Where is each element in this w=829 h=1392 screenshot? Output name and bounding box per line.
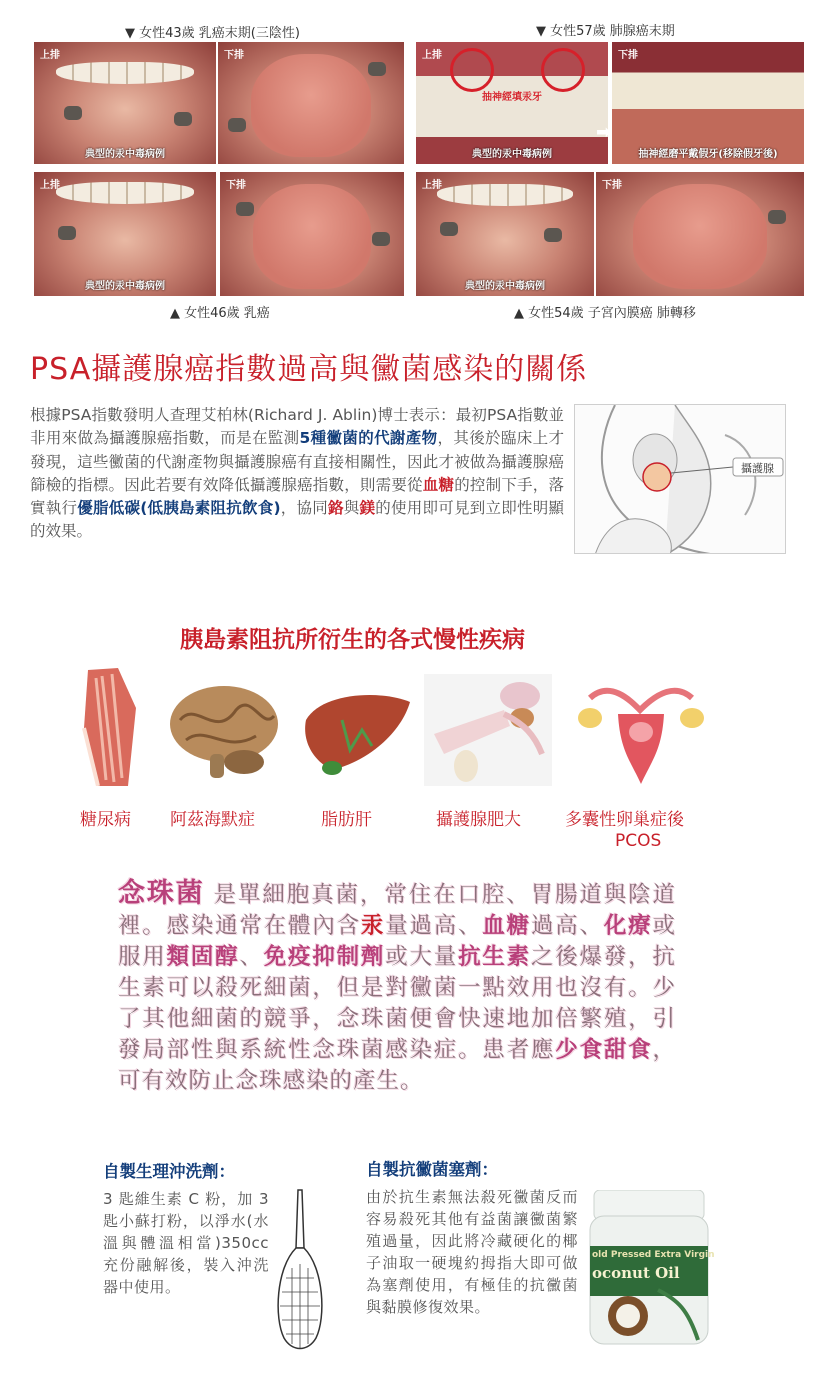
candida-paragraph [118,878,676,1097]
psa-highlight-diet: 優脂低碳(低胰島素阻抗飲食) [77,499,281,518]
candida-text: 或服用 [118,913,676,970]
photo-43-upper [34,42,216,164]
diagram-label: 攝護腺 [741,462,774,475]
candida-text: 或大量 [385,944,459,970]
photo-label: 典型的汞中毒病例 [472,149,552,160]
arrow-right-icon: ➡ [596,122,612,143]
photo-43-lower [218,42,404,164]
caption-bottom-left: ▲ 女性46歲 乳癌 [170,306,270,321]
photo-57-upper [416,42,608,164]
muscle-icon [78,668,142,786]
tag-upper: 上排 [422,180,442,191]
tag-upper: 上排 [40,50,60,61]
photo-label: 典型的汞中毒病例 [85,281,165,292]
psa-text: 的控制下手，落實執行 [30,475,564,518]
liver-icon [302,690,412,780]
psa-highlight-chromium: 鉻 [328,499,344,518]
brain-icon [166,680,284,780]
douche-bulb-icon [274,1188,326,1352]
jar-text-1: old Pressed Extra Virgin [592,1250,715,1260]
candida-text: 量過高、 [385,913,483,939]
douche-body: 3 匙維生素 C 粉，加 3 匙小蘇打粉，以淨水(水溫與體溫相當)350cc 充份融解後，裝入沖洗器中使用。 [103,1190,269,1296]
photo-label: 抽神經磨平戴假牙(移除假牙後) [638,149,778,160]
candida-text: 之後爆發，抗生素可以殺死細菌，但是對黴菌一點效用也沒有。少了其他細菌的競爭，念珠菌便會快速地加倍繁殖，引發局部性與系統性念珠菌感染症。患者應 [118,944,676,1063]
diseases-title: 胰島素阻抗所衍生的各式慢性疾病 [180,627,525,653]
psa-highlight-magnesium: 鎂 [359,499,376,518]
root-canal-label: 抽神經填汞牙 [482,92,542,103]
uterus-icon [570,680,712,784]
jar-text-2: oconut Oil [592,1264,680,1282]
candida-keyword-blood-sugar: 血糖 [482,913,531,939]
tag-upper: 上排 [422,50,442,61]
tag-lower: 下排 [224,50,244,61]
candida-text: 、 [239,944,264,970]
photo-label: 典型的汞中毒病例 [85,149,165,160]
douche-title: 自製生理沖洗劑： [103,1162,235,1181]
candida-keyword-steroid: 類固醇 [166,944,240,970]
candida-lead: 念珠菌 [118,878,205,909]
psa-text: 的使用即可見到立即性明顯的效果。 [30,499,564,541]
tag-lower: 下排 [226,180,246,191]
candida-text: ，可有效防止念珠感染的產生。 [118,1037,676,1094]
tag-lower: 下排 [618,50,638,61]
psa-text: ，其後於臨床上才發現，這些黴菌的代謝產物與攝護腺癌有直接相關性，因此才被做為攝護腺癌篩檢的指標。因此若要有效降低攝護腺癌指數，則需要從 [30,429,564,494]
disease-label-pcos-abbr: PCOS [615,831,662,851]
psa-paragraph [30,404,564,544]
psa-text: 根據PSA指數發明人查理艾柏林(Richard J. Ablin)博士表示：最初PSA指數並非用來做為攝護腺癌指數，而是在監測 [30,406,564,448]
caption-bottom-right: ▲ 女性54歲 子宮內膜癌 肺轉移 [514,306,696,321]
candida-text: 是單細胞真菌，常住在口腔、胃腸道與陰道裡。感染通常在體內含 [118,882,676,939]
candida-keyword-immunosuppressant: 免疫抑制劑 [263,944,386,970]
prostate-anatomy-icon [575,405,786,554]
prostate-icon [424,674,552,786]
prostate-diagram [574,404,786,554]
disease-label-fatty-liver: 脂肪肝 [321,810,372,830]
tag-upper: 上排 [40,180,60,191]
candida-keyword-antibiotics: 抗生素 [458,944,531,970]
psa-highlight-blood-sugar: 血糖 [422,475,455,494]
disease-label-alzheimers: 阿茲海默症 [170,810,255,830]
disease-label-bph: 攝護腺肥大 [436,810,521,830]
suppository-body: 由於抗生素無法殺死黴菌反而容易殺死其他有益菌讓黴菌繁殖過量，因此將冷藏硬化的椰子油取一硬塊約拇指大即可做為塞劑使用，有極佳的抗黴菌與黏膜修復效果。 [366,1188,578,1316]
candida-text: 過高、 [530,913,604,939]
photo-46-lower [220,172,404,296]
candida-keyword-mercury: 汞 [360,913,386,939]
photo-54-upper [416,172,594,296]
psa-text: ，協同 [280,499,329,518]
photo-label: 典型的汞中毒病例 [465,281,545,292]
tag-lower: 下排 [602,180,622,191]
caption-top-right: ▼ 女性57歲 肺腺癌末期 [536,24,675,39]
suppository-title: 自製抗黴菌塞劑： [366,1160,498,1179]
psa-highlight-fungi: 5種黴菌的代謝產物 [299,429,438,448]
candida-keyword-less-sugar: 少食甜食 [555,1037,653,1063]
candida-keyword-chemo: 化療 [603,913,653,939]
disease-label-diabetes: 糖尿病 [80,810,131,830]
photo-54-lower [596,172,804,296]
disease-label-pcos: 多囊性卵巢症後 [565,810,684,830]
psa-title: PSA攝護腺癌指數過高與黴菌感染的關係 [30,352,588,387]
photo-46-upper [34,172,216,296]
photo-57-after [612,42,804,164]
caption-top-left: ▼ 女性43歲 乳癌末期(三陰性) [125,26,300,41]
psa-text: 與 [343,499,360,518]
coconut-oil-jar [588,1190,715,1348]
